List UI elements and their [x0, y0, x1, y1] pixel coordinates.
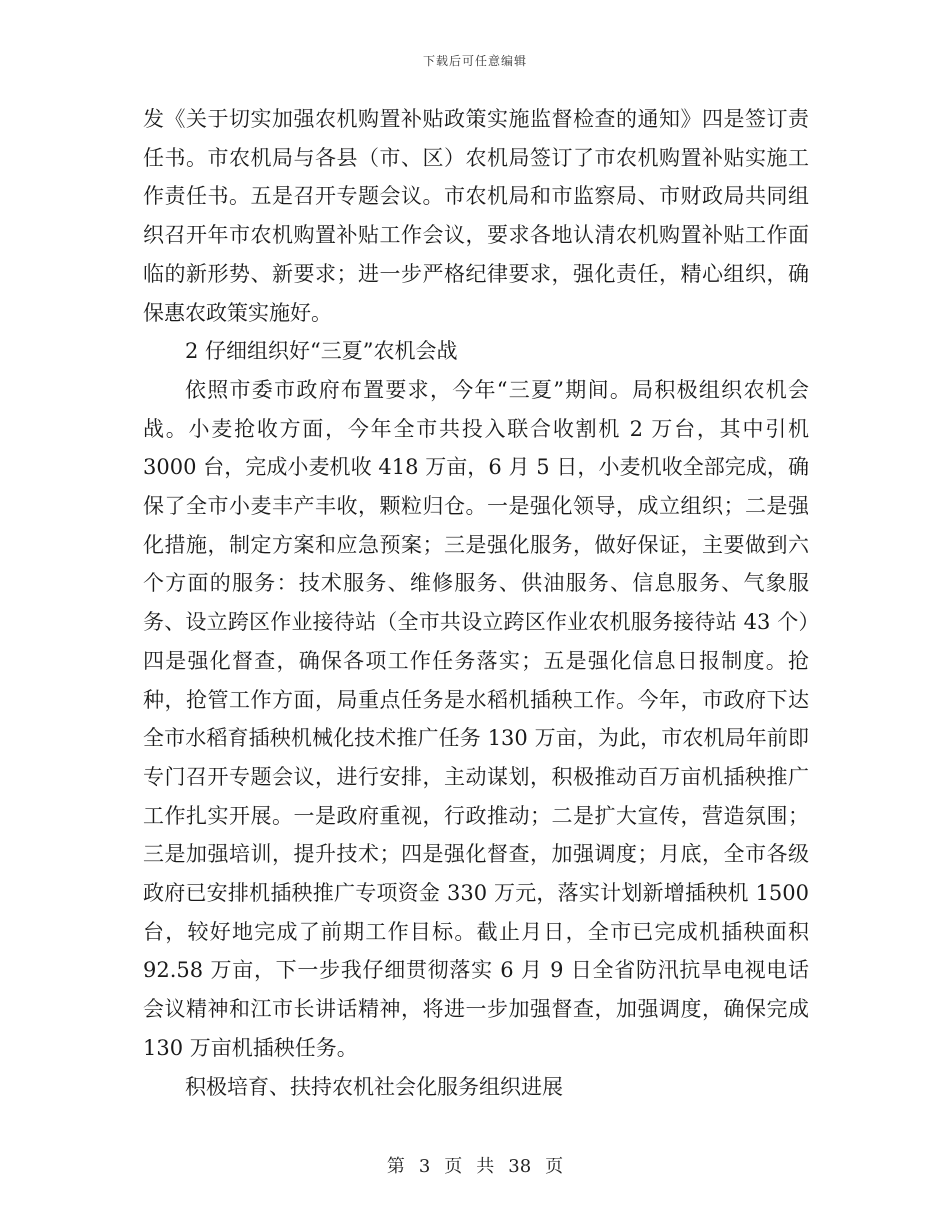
section-heading-sanxia: 2 仔细组织好“三夏”农机会战	[185, 339, 458, 364]
page-label-prefix: 第	[386, 1156, 405, 1177]
page-footer	[0, 1152, 950, 1178]
page-label-mid: 页	[444, 1156, 463, 1177]
paragraph-2: 依照市委市政府布置要求，今年“三夏”期间。局积极组织农机会战。小麦抢收方面，今年全市共投入联合收割机 2 万台，其中引机 3000 台，完成小麦机收 418 万亩，6 月 5 日，小麦机收全部完成，确保了全市小麦丰产丰收，颗粒归仓。一是强化领导，成立组织；二是强化措施，制定方案和应急预案；三是强化服务，做好保证，主要做到六个方面的服务：技术服务、维修服务、供油服务、信息服务、气象服务、设立跨区作业接待站（全市共设立跨区作业农机服务接待站 43 个）四是强化督查，确保各项工作任务落实；五是强化信息日报制度。抢种，抢管工作方面，局重点任务是水稻机插秧工作。今年，市政府下达全市水稻育插秧机械化技术推广任务 130 万亩，为此，市农机局年前即专门召开专题会议，进行安排，主动谋划，积极推动百万亩机插秧推广工作扎实开展。一是政府重视，行政推动；二是扩大宣传，营造氛围；三是加强培训，提升技术；四是强化督查，加强调度；月底，全市各级政府已安排机插秧推广专项资金 330 万元，落实计划新增插秧机 1500 台，较好地完成了前期工作目标。截止月日，全市已完成机插秧面积 92.58 万亩，下一步我仔细贯彻落实 6 月 9 日全省防汛抗旱电视电话会议精神和江市长讲话精神，将进一步加强督查，加强调度，确保完成 130 万亩机插秧任务。	[143, 377, 809, 1060]
paragraph-1: 发《关于切实加强农机购置补贴政策实施监督检查的通知》四是签订责任书。市农机局与各县（市、区）农机局签订了市农机购置补贴实施工作责任书。五是召开专题会议。市农机局和市监察局、市财政局共同组织召开年市农机购置补贴工作会议，要求各地认清农机购置补贴工作面临的新形势、新要求；进一步严格纪律要求，强化责任，精心组织，确保惠农政策实施好。	[143, 107, 809, 325]
total-label: 共	[476, 1156, 495, 1177]
document-body	[143, 100, 809, 1106]
current-page-number: 3	[418, 1156, 431, 1177]
section-heading-service-orgs: 积极培育、扶持农机社会化服务组织进展	[185, 1074, 563, 1099]
page-header-note: 下载后可任意编辑	[422, 54, 527, 68]
page-label-suffix: 页	[545, 1156, 564, 1177]
total-pages-number: 38	[508, 1156, 532, 1177]
